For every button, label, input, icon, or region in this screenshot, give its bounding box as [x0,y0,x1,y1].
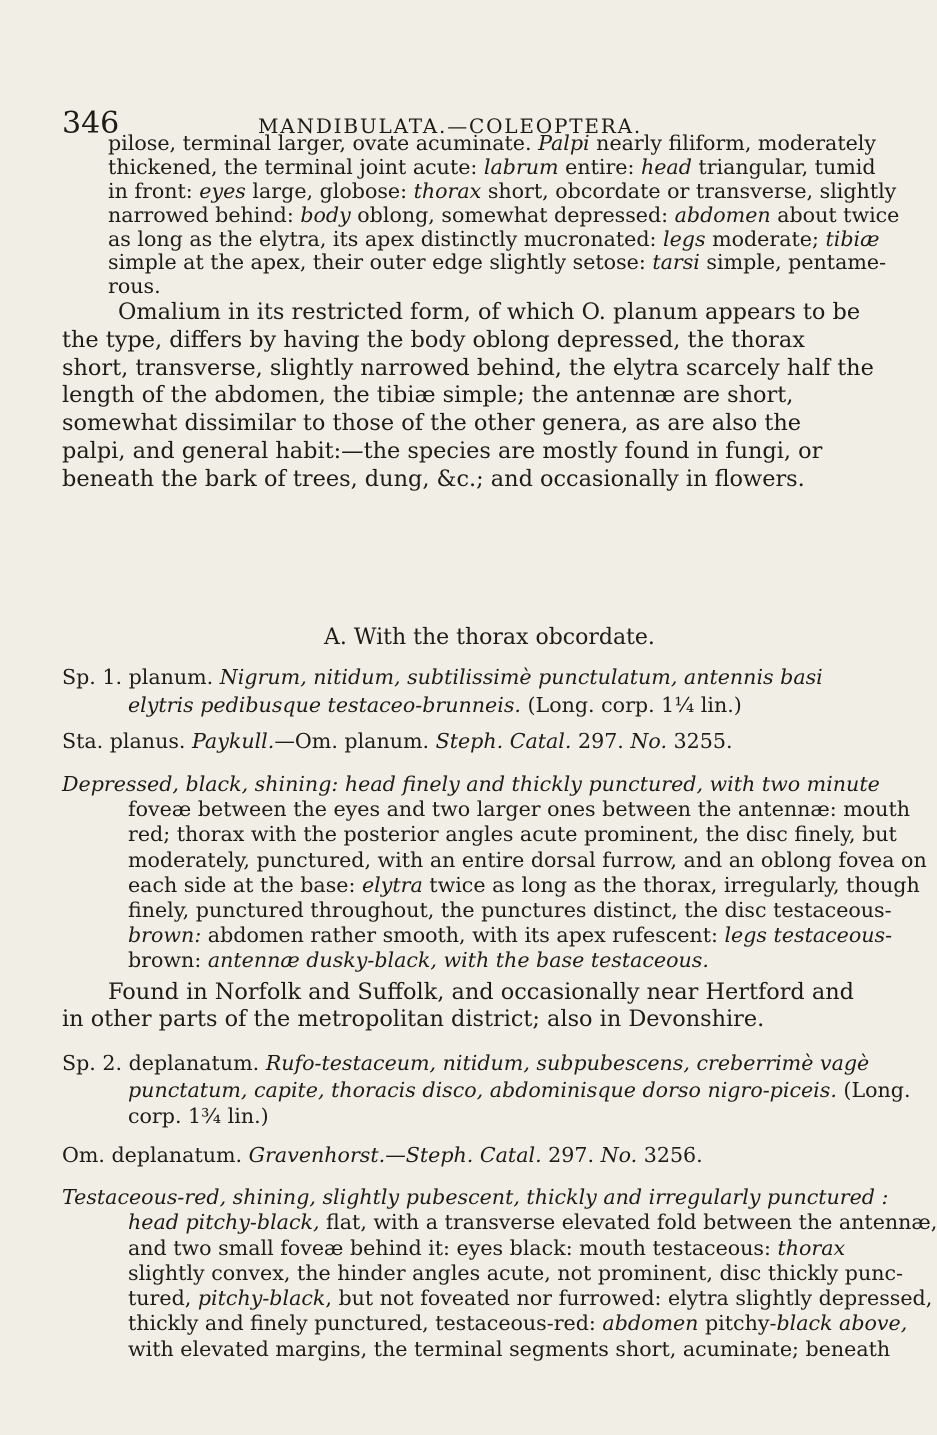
text-line [62,380,793,410]
text-run: narrowed behind: [108,202,301,227]
text-run: oblong, somewhat depressed: [350,202,675,227]
italic-run: tarsi [652,250,700,275]
text-run: moderate; [705,226,826,251]
text-line [108,247,886,277]
italic-run: brown: [128,923,202,948]
text-run: Found in Norfolk and Suffolk, and occasionally near Hertford and [108,979,854,1006]
running-head: MANDIBULATA.—COLEOPTERA. [258,114,643,138]
italic-run: tibiæ [825,226,880,251]
text-run: pitchy- [698,1311,777,1336]
text-run: finely, punctured throughout, the punctures distinct, the disc testaceous- [128,897,892,922]
italic-run: Nigrum, nitidum, subtilissimè punctulatum, antennis basi [219,665,823,690]
text-run: abdomen rather smooth, with its apex rufescent: [201,923,725,948]
text-run: —Om. planum. [274,728,436,753]
text-run: simple at the apex, their outer edge slightly setose: [108,250,653,275]
text-run: Sp. 1. planum. [62,665,220,690]
text-line [128,1101,269,1131]
text-run: palpi, and general habit:—the species are mostly found in fungi, or [62,438,823,465]
italic-run: Steph. Catal. [435,728,572,753]
italic-run: abdomen [674,202,771,227]
italic-run: pitchy-black [197,1286,326,1311]
italic-run: thorax [777,1235,846,1260]
text-run: in other parts of the metropolitan district; also in Devonshire. [62,1005,765,1032]
text-run: as long as the elytra, its apex distinctly mucronated: [108,226,663,251]
italic-run: legs testaceous- [724,923,893,948]
italic-run: Paykull. [192,728,275,753]
text-run: and two small foveæ behind it: eyes black: mouth testaceous: [128,1235,778,1260]
text-run: thickened, the terminal joint acute: [108,155,484,180]
text-run: short, obcordate or transverse, slightly [481,178,897,203]
text-run: Omalium in its restricted form, of which O. planum appears to be [118,298,861,325]
italic-run: body [300,202,351,227]
text-run: 297. [541,1142,601,1167]
italic-run: eyes [199,178,246,203]
text-run: tured, [128,1286,198,1311]
text-run: simple, pentame- [699,250,887,275]
text-line [128,1334,890,1364]
text-run: thickly and finely punctured, testaceous-red: [128,1311,603,1336]
text-run: triangular, tumid [691,155,876,180]
italic-run: Palpi [538,131,590,156]
text-run: flat, with a transverse elevated fold between the antennæ, [319,1210,937,1235]
italic-run: elytris pedibusque testaceo-brunneis. [128,693,521,718]
text-run: (Long. corp. 1¼ lin.) [520,693,742,718]
text-run: with elevated margins, the terminal segments short, acuminate; beneath [128,1336,891,1361]
text-run: brown: [128,948,208,973]
text-run: Sp. 2. deplanatum. [62,1051,266,1076]
italic-run: Gravenhorst. [248,1142,386,1167]
text-run: each side at the base: [128,872,362,897]
italic-run: Testaceous-red, shining, slightly pubescent, thickly and irregularly punctured : [62,1184,889,1209]
text-run: red; thorax with the posterior angles acute prominent, the disc finely, but [128,822,897,847]
text-run: , but not foveated nor furrowed: elytra slightly depressed, [325,1286,933,1311]
text-run: length of the abdomen, the tibiæ simple; the antennæ are short, [62,382,794,409]
text-run: (Long. [836,1077,911,1102]
text-run: large, globose: [245,178,414,203]
text-line [128,945,709,975]
italic-run: antennæ dusky-black, with the base testaceous. [207,948,709,973]
italic-run: Rufo-testaceum, nitidum, subpubescens, creberrimè vagè [265,1051,870,1076]
text-line [62,1004,764,1034]
italic-run: legs [663,226,706,251]
text-run: corp. 1¾ lin.) [128,1104,269,1129]
text-line [62,464,805,494]
text-run: 3256. [637,1142,703,1167]
text-run: short, transverse, slightly narrowed behind, the elytra scarcely half the [62,354,874,381]
page-number: 346 [62,106,120,141]
text-run: beneath the bark of trees, dung, &c.; and occasionally in flowers. [62,466,805,493]
text-line [62,726,733,756]
text-run: slightly convex, the hinder angles acute, not prominent, disc thickly punc- [128,1260,903,1285]
italic-run: No. [630,728,668,753]
text-run: Sta. planus. [62,728,192,753]
text-run: Om. deplanatum. [62,1142,249,1167]
italic-run: head pitchy-black, [128,1210,320,1235]
italic-run: No. [600,1142,638,1167]
text-run: foveæ between the eyes and two larger ones between the antennæ: mouth [128,797,910,822]
section-heading: A. With the thorax obcordate. [324,625,655,651]
text-line [62,1140,703,1170]
text-line [118,297,860,327]
text-run: the type, differs by having the body oblong depressed, the thorax [62,326,805,353]
italic-run: black above, [776,1311,908,1336]
text-run: 297. [571,728,631,753]
text-run: in front: [108,178,200,203]
text-run: — [385,1142,406,1167]
text-run: moderately, punctured, with an entire dorsal furrow, and an oblong fovea on [128,847,927,872]
italic-run: head [640,155,692,180]
text-line [128,690,742,720]
italic-run: Depressed, black, shining: head finely and thickly punctured, with two minute [62,771,880,796]
text-run: about twice [770,202,900,227]
text-run: entire: [558,155,641,180]
text-line [62,408,801,438]
text-line [62,325,805,355]
text-line [62,662,823,692]
text-run: twice as long as the thorax, irregularly, though [422,872,920,897]
text-line [62,353,874,383]
italic-run: labrum [483,155,559,180]
italic-run: Steph. Catal. [405,1142,542,1167]
italic-run: abdomen [602,1311,699,1336]
italic-run: elytra [361,872,423,897]
text-line [62,436,822,466]
text-run: 3255. [667,728,733,753]
italic-run: thorax [413,178,482,203]
italic-run: punctatum, capite, thoracis disco, abdominisque dorso nigro-piceis. [128,1077,837,1102]
text-run: pilose, terminal larger, ovate acuminate. [108,131,539,156]
text-run: rous. [108,274,161,299]
text-run: somewhat dissimilar to those of the other genera, as are also the [62,410,802,437]
text-run: nearly filiform, moderately [589,131,877,156]
